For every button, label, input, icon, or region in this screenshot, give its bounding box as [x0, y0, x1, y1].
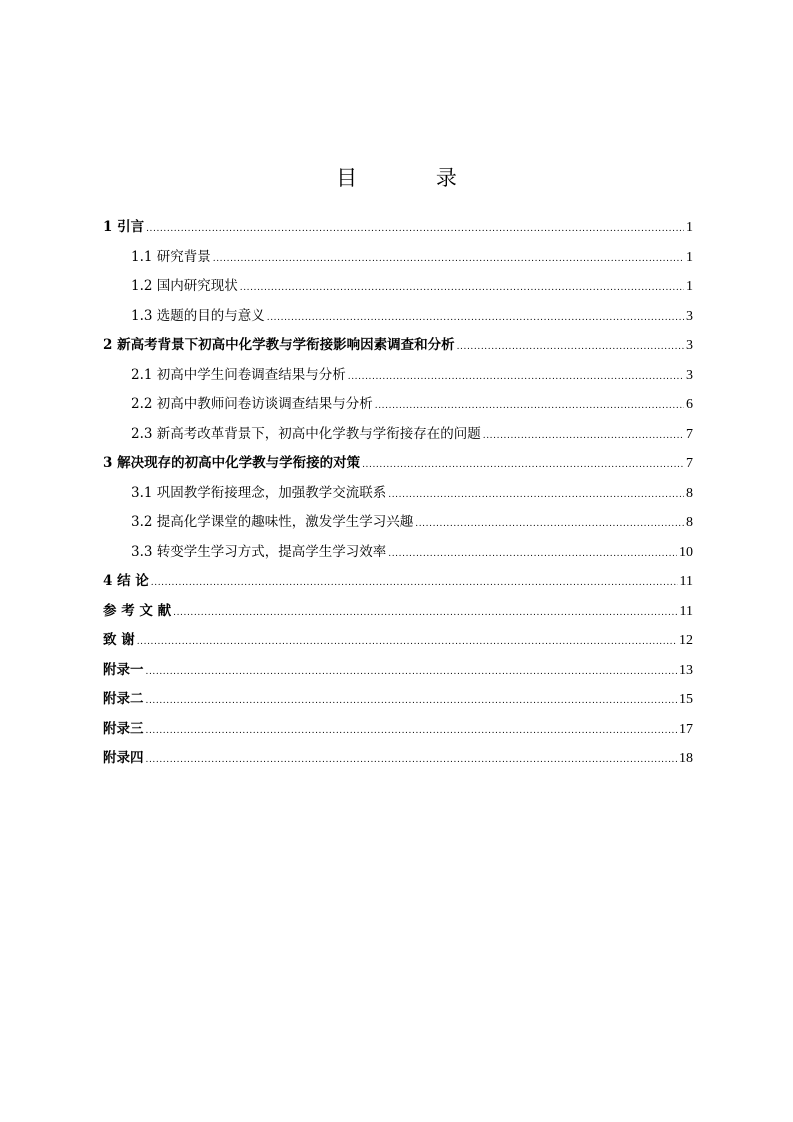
toc-entry-page: 3	[686, 308, 693, 324]
toc-leader-dots	[348, 372, 684, 382]
toc-entry[interactable]	[103, 363, 693, 393]
toc-leader-dots	[151, 578, 678, 588]
toc-leader-dots	[146, 696, 678, 706]
toc-entry-label: 3.2 提高化学课堂的趣味性，激发学生学习兴趣	[131, 514, 414, 530]
toc-entry-page: 11	[679, 603, 693, 619]
toc-leader-dots	[362, 460, 684, 470]
toc-entry[interactable]	[103, 510, 693, 540]
toc-entry[interactable]	[103, 717, 693, 747]
toc-entry-label: 2.1 初高中学生问卷调查结果与分析	[131, 366, 346, 383]
toc-leader-dots	[388, 490, 684, 500]
toc-entry-label: 1.3 选题的目的与意义	[131, 307, 265, 324]
toc-entry[interactable]	[103, 687, 693, 717]
toc-entry-page: 1	[686, 279, 693, 294]
toc-entry[interactable]	[103, 392, 693, 422]
toc-entry[interactable]	[103, 422, 693, 452]
toc-entry[interactable]	[103, 304, 693, 334]
toc-entry-label: 1.1 研究背景	[131, 248, 211, 265]
toc-leader-dots	[213, 254, 684, 264]
toc-entry[interactable]	[103, 333, 693, 363]
toc-entry[interactable]	[103, 658, 693, 688]
toc-leader-dots	[146, 667, 678, 677]
toc-leader-dots	[388, 549, 677, 559]
toc-entry-page: 7	[686, 456, 693, 471]
toc-entry-page: 1	[686, 220, 693, 235]
toc-entry[interactable]	[103, 540, 693, 570]
toc-entry-page: 11	[679, 574, 693, 589]
toc-entry-page: 8	[686, 485, 693, 501]
toc-entry-label: 1.2 国内研究现状	[131, 278, 238, 294]
toc-entry-label: 附录四	[103, 750, 144, 766]
toc-entry[interactable]	[103, 569, 693, 599]
toc-entry-label: 2.3 新高考改革背景下，初高中化学教与学衔接存在的问题	[131, 425, 481, 442]
toc-entry-page: 18	[679, 751, 693, 766]
toc-leader-dots	[240, 283, 684, 293]
toc-entry-page: 15	[679, 692, 693, 707]
toc-entry-label: 附录一	[103, 661, 144, 678]
toc-leader-dots	[173, 608, 677, 618]
toc-entry-page: 1	[686, 249, 693, 265]
toc-leader-dots	[415, 519, 684, 529]
toc-leader-dots	[375, 401, 684, 411]
toc-entry-label: 3 解决现存的初高中化学教与学衔接的对策	[103, 455, 361, 471]
toc-entry-page: 10	[679, 544, 693, 560]
toc-entry[interactable]	[103, 215, 693, 245]
toc-leader-dots	[146, 224, 684, 234]
toc-entry-label: 4 结 论	[103, 573, 149, 589]
toc-entry-label: 3.1 巩固教学衔接理念，加强教学交流联系	[131, 484, 387, 501]
toc-entry-page: 12	[679, 633, 693, 648]
toc-entry-page: 13	[679, 662, 693, 678]
toc-entry-page: 6	[686, 397, 693, 412]
toc-entry[interactable]	[103, 746, 693, 776]
toc-title: 目 录	[336, 166, 493, 190]
toc-entry[interactable]	[103, 245, 693, 275]
toc-entry-label: 2.2 初高中教师问卷访谈调查结果与分析	[131, 396, 373, 412]
toc-entry-label: 附录二	[103, 691, 144, 707]
toc-entry[interactable]	[103, 481, 693, 511]
toc-entry-page: 3	[686, 338, 693, 353]
toc-entry-page: 3	[686, 367, 693, 383]
toc-leader-dots	[267, 313, 684, 323]
toc-leader-dots	[457, 342, 684, 352]
toc-entry-label: 附录三	[103, 720, 144, 737]
toc-entry-page: 7	[686, 426, 693, 442]
toc-entry[interactable]	[103, 628, 693, 658]
toc-entry[interactable]	[103, 274, 693, 304]
toc-leader-dots	[146, 755, 678, 765]
toc-leader-dots	[483, 431, 684, 441]
toc-list	[103, 215, 693, 776]
toc-entry-label: 3.3 转变学生学习方式，提高学生学习效率	[131, 543, 387, 560]
toc-entry-label: 致 谢	[103, 632, 135, 648]
toc-leader-dots	[146, 726, 678, 736]
toc-entry-label: 参 考 文 献	[103, 602, 172, 619]
toc-entry[interactable]	[103, 599, 693, 629]
toc-entry-label: 2 新高考背景下初高中化学教与学衔接影响因素调查和分析	[103, 337, 455, 353]
toc-entry[interactable]	[103, 451, 693, 481]
toc-entry-page: 8	[686, 515, 693, 530]
toc-entry-page: 17	[679, 721, 693, 737]
toc-entry-label: 1 引言	[103, 219, 145, 235]
toc-leader-dots	[137, 637, 677, 647]
